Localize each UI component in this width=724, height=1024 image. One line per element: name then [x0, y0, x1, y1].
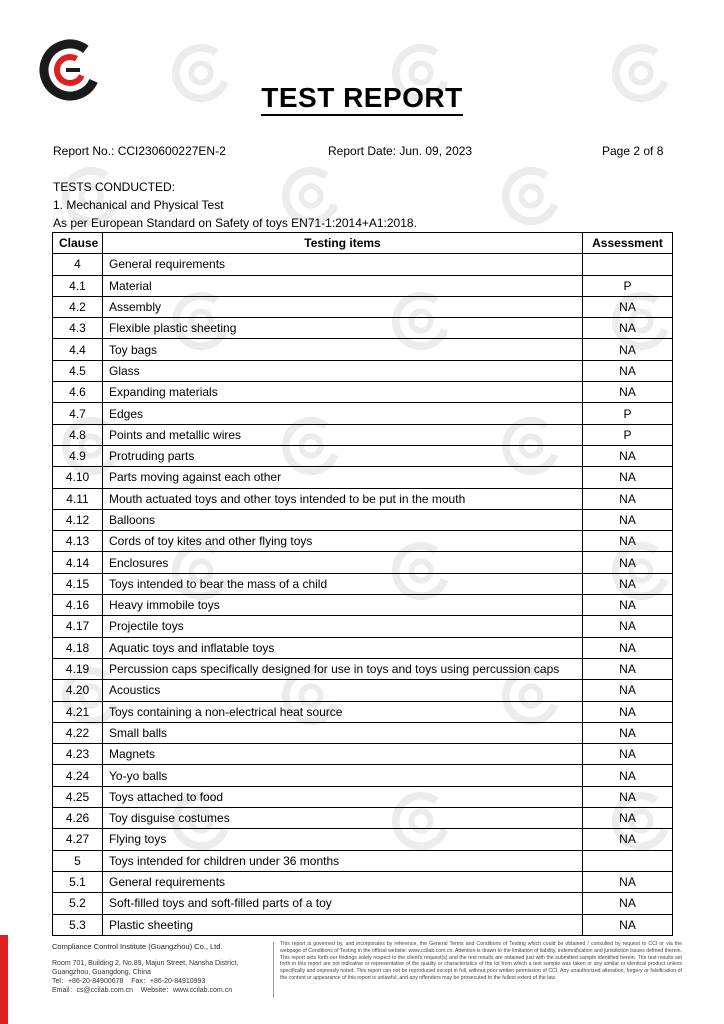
- table-row: [53, 893, 673, 914]
- testing-item-cell: Flying toys: [103, 829, 583, 850]
- assessment-cell: NA: [583, 318, 673, 339]
- clause-cell: 4.17: [53, 616, 103, 637]
- testing-item-cell: Points and metallic wires: [103, 424, 583, 445]
- testing-item-cell: Aquatic toys and inflatable toys: [103, 637, 583, 658]
- tests-conducted-heading: TESTS CONDUCTED:: [53, 180, 176, 194]
- assessment-cell: NA: [583, 360, 673, 381]
- header-clause: Clause: [53, 233, 103, 254]
- table-row: [53, 467, 673, 488]
- assessment-cell: NA: [583, 914, 673, 935]
- assessment-cell: NA: [583, 488, 673, 509]
- assessment-cell: NA: [583, 296, 673, 317]
- assessment-cell: P: [583, 403, 673, 424]
- table-row: [53, 722, 673, 743]
- table-row: [53, 658, 673, 679]
- table-row: [53, 339, 673, 360]
- report-number: Report No.: CCI230600227EN-2: [53, 144, 226, 158]
- assessment-cell: P: [583, 275, 673, 296]
- clause-cell: 4.18: [53, 637, 103, 658]
- testing-item-cell: Parts moving against each other: [103, 467, 583, 488]
- footer-email: Email：cs@ccilab.com.cn: [52, 986, 134, 994]
- clause-cell: 5.3: [53, 914, 103, 935]
- testing-item-cell: Assembly: [103, 296, 583, 317]
- table-row: [53, 829, 673, 850]
- testing-item-cell: Toys intended for children under 36 months: [103, 850, 583, 871]
- testing-item-cell: Toy bags: [103, 339, 583, 360]
- footer-disclaimer: This report is governed by, and incorporates by reference, the General Terms and Conditions of Testing which could be obtained / consulted by request to CCI or via the webpage of Conditions of Testing in the official website: www.ccilab.com.cn. Attention is drawn to the limitation of liability, indemnification and jurisdiction issues defined therein. This report sets forth our findings solely respect to the client's request(s) and the test results are obtained just with the submitted sample identified herein. The test results set forth in this report are not indicative or representative of the quality or characteristics of the lot from which a test sample was taken or any similar or identical product unless specifically and expressly noted. This report can not be reproduced except in full, without prior written permission of CCI. Any unauthorized alteration, forgery or falsification of the content or appearance of this report is unlawful, and any offenders may be prosecuted to the fullest extent of the law.: [280, 941, 682, 981]
- assessment-cell: NA: [583, 339, 673, 360]
- footer-website: Website：www.ccilab.com.cn: [140, 986, 233, 994]
- testing-item-cell: Heavy immobile toys: [103, 595, 583, 616]
- clause-cell: 4.6: [53, 382, 103, 403]
- testing-item-cell: Toy disguise costumes: [103, 808, 583, 829]
- table-row: [53, 318, 673, 339]
- table-row: [53, 509, 673, 530]
- standard-reference: As per European Standard on Safety of toys EN71-1:2014+A1:2018.: [53, 216, 417, 230]
- assessment-cell: NA: [583, 509, 673, 530]
- clause-cell: 4.25: [53, 786, 103, 807]
- clause-cell: 4.20: [53, 680, 103, 701]
- testing-item-cell: Small balls: [103, 722, 583, 743]
- footer-tel: Tel：+86-20-84900678: [52, 977, 124, 985]
- clause-cell: 4.2: [53, 296, 103, 317]
- header-assessment: Assessment: [583, 233, 673, 254]
- footer-company-info: [52, 942, 267, 995]
- testing-item-cell: Projectile toys: [103, 616, 583, 637]
- testing-item-cell: General requirements: [103, 254, 583, 275]
- assessment-cell: NA: [583, 573, 673, 594]
- testing-item-cell: Magnets: [103, 744, 583, 765]
- testing-item-cell: Material: [103, 275, 583, 296]
- header-testing-items: Testing items: [103, 233, 583, 254]
- table-row: [53, 403, 673, 424]
- clause-cell: 4.4: [53, 339, 103, 360]
- assessment-cell: NA: [583, 701, 673, 722]
- testing-item-cell: Edges: [103, 403, 583, 424]
- testing-item-cell: Toys attached to food: [103, 786, 583, 807]
- table-row: [53, 616, 673, 637]
- assessment-cell: NA: [583, 786, 673, 807]
- table-row: [53, 531, 673, 552]
- test-name: 1. Mechanical and Physical Test: [53, 198, 224, 212]
- table-row: [53, 360, 673, 381]
- testing-item-cell: Protruding parts: [103, 445, 583, 466]
- clause-cell: 4.23: [53, 744, 103, 765]
- assessment-cell: NA: [583, 595, 673, 616]
- page-number: Page 2 of 8: [602, 144, 664, 158]
- assessment-cell: NA: [583, 616, 673, 637]
- assessment-cell: NA: [583, 871, 673, 892]
- results-table: [52, 232, 673, 936]
- clause-cell: 4.27: [53, 829, 103, 850]
- assessment-cell: NA: [583, 680, 673, 701]
- assessment-cell: [583, 850, 673, 871]
- testing-item-cell: Expanding materials: [103, 382, 583, 403]
- assessment-cell: P: [583, 424, 673, 445]
- clause-cell: 4: [53, 254, 103, 275]
- table-row: [53, 445, 673, 466]
- testing-item-cell: Percussion caps specifically designed for use in toys and toys using percussion caps: [103, 658, 583, 679]
- red-edge-marker: [0, 935, 8, 1024]
- assessment-cell: NA: [583, 829, 673, 850]
- table-row: [53, 914, 673, 935]
- table-row: [53, 488, 673, 509]
- table-row: [53, 382, 673, 403]
- table-row: [53, 680, 673, 701]
- testing-item-cell: Yo-yo balls: [103, 765, 583, 786]
- clause-cell: 4.14: [53, 552, 103, 573]
- clause-cell: 4.26: [53, 808, 103, 829]
- clause-cell: 4.19: [53, 658, 103, 679]
- clause-cell: 4.24: [53, 765, 103, 786]
- testing-item-cell: Plastic sheeting: [103, 914, 583, 935]
- table-row: [53, 275, 673, 296]
- testing-item-cell: Toys intended to bear the mass of a child: [103, 573, 583, 594]
- assessment-cell: NA: [583, 552, 673, 573]
- table-row: [53, 296, 673, 317]
- clause-cell: 4.13: [53, 531, 103, 552]
- footer-company: Compliance Control Institute (Guangzhou) Co., Ltd.: [52, 942, 223, 951]
- table-row: [53, 573, 673, 594]
- testing-item-cell: Glass: [103, 360, 583, 381]
- clause-cell: 4.15: [53, 573, 103, 594]
- footer-fax: Fax：+86-20-84910993: [131, 977, 206, 985]
- testing-item-cell: General requirements: [103, 871, 583, 892]
- testing-item-cell: Soft-filled toys and soft-filled parts of a toy: [103, 893, 583, 914]
- report-title: TEST REPORT: [0, 82, 724, 114]
- table-row: [53, 786, 673, 807]
- table-row: [53, 552, 673, 573]
- testing-item-cell: Enclosures: [103, 552, 583, 573]
- testing-item-cell: Flexible plastic sheeting: [103, 318, 583, 339]
- clause-cell: 4.21: [53, 701, 103, 722]
- testing-item-cell: Mouth actuated toys and other toys intended to be put in the mouth: [103, 488, 583, 509]
- assessment-cell: NA: [583, 722, 673, 743]
- cci-watermark-icon: [500, 165, 562, 227]
- clause-cell: 4.11: [53, 488, 103, 509]
- assessment-cell: NA: [583, 744, 673, 765]
- table-row: [53, 744, 673, 765]
- testing-item-cell: Balloons: [103, 509, 583, 530]
- clause-cell: 5.2: [53, 893, 103, 914]
- table-row: [53, 871, 673, 892]
- clause-cell: 4.12: [53, 509, 103, 530]
- clause-cell: 4.7: [53, 403, 103, 424]
- assessment-cell: NA: [583, 765, 673, 786]
- assessment-cell: NA: [583, 467, 673, 488]
- assessment-cell: NA: [583, 658, 673, 679]
- table-row: [53, 424, 673, 445]
- assessment-cell: NA: [583, 531, 673, 552]
- assessment-cell: NA: [583, 637, 673, 658]
- testing-item-cell: Toys containing a non-electrical heat source: [103, 701, 583, 722]
- clause-cell: 4.16: [53, 595, 103, 616]
- table-row: [53, 254, 673, 275]
- report-date: Report Date: Jun. 09, 2023: [328, 144, 473, 158]
- testing-item-cell: Acoustics: [103, 680, 583, 701]
- assessment-cell: NA: [583, 893, 673, 914]
- table-row: [53, 637, 673, 658]
- assessment-cell: NA: [583, 382, 673, 403]
- clause-cell: 4.10: [53, 467, 103, 488]
- clause-cell: 4.22: [53, 722, 103, 743]
- clause-cell: 5: [53, 850, 103, 871]
- testing-item-cell: Cords of toy kites and other flying toys: [103, 531, 583, 552]
- assessment-cell: NA: [583, 445, 673, 466]
- footer-address: Room 701, Building 2, No.89, Majun Street, Nansha District, Guangzhou, Guangdong, China: [52, 960, 239, 977]
- clause-cell: 4.9: [53, 445, 103, 466]
- clause-cell: 4.5: [53, 360, 103, 381]
- footer-divider: [273, 942, 274, 998]
- table-row: [53, 808, 673, 829]
- table-row: [53, 595, 673, 616]
- clause-cell: 4.1: [53, 275, 103, 296]
- table-row: [53, 701, 673, 722]
- table-row: [53, 850, 673, 871]
- assessment-cell: NA: [583, 808, 673, 829]
- clause-cell: 5.1: [53, 871, 103, 892]
- table-row: [53, 765, 673, 786]
- table-header-row: [53, 233, 673, 254]
- assessment-cell: [583, 254, 673, 275]
- clause-cell: 4.8: [53, 424, 103, 445]
- clause-cell: 4.3: [53, 318, 103, 339]
